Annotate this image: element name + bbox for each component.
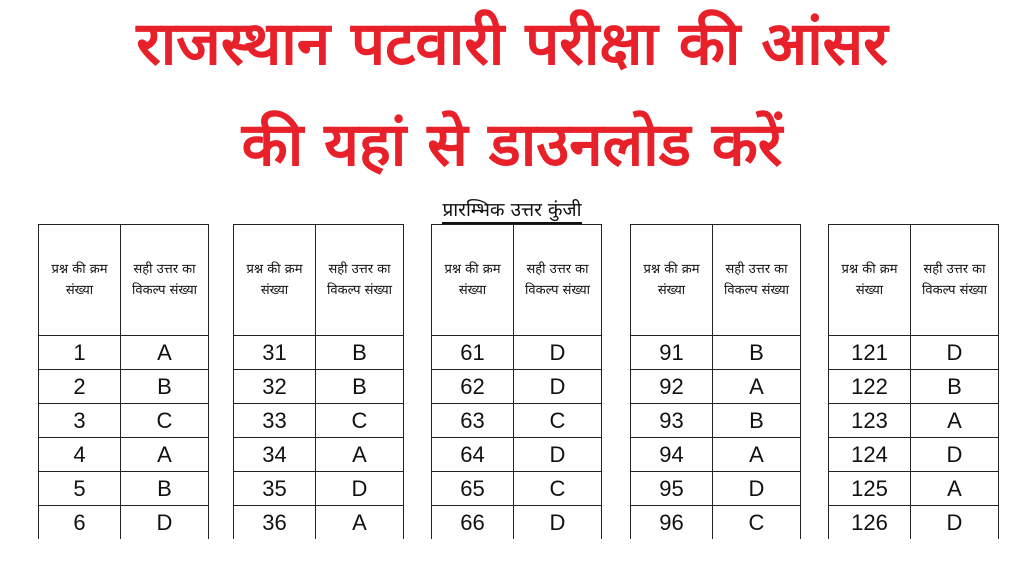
answer-table-1 [38,224,209,539]
table-row [829,370,999,404]
table-header-row [631,225,801,336]
table-row [39,404,209,438]
question-number: 66 [432,506,514,540]
question-number: 122 [829,370,911,404]
table-header-row [39,225,209,336]
answer-option: B [911,370,999,404]
question-number: 33 [234,404,316,438]
table-row [39,438,209,472]
question-number: 64 [432,438,514,472]
question-number-header: प्रश्न की क्रम संख्या [829,225,911,336]
table-header-row [432,225,602,336]
table-row [631,336,801,370]
table-row [39,472,209,506]
question-number: 92 [631,370,713,404]
correct-answer-header: सही उत्तर का विकल्प संख्या [316,225,404,336]
answer-option: D [911,438,999,472]
table-row [234,438,404,472]
answer-option: D [911,506,999,540]
answer-option: D [514,336,602,370]
correct-answer-header: सही उत्तर का विकल्प संख्या [121,225,209,336]
answer-option: D [514,438,602,472]
question-number: 32 [234,370,316,404]
table-header-row [234,225,404,336]
table-row [39,370,209,404]
answer-option: D [514,370,602,404]
question-number-header: प्रश्न की क्रम संख्या [432,225,514,336]
table-row [234,472,404,506]
answer-option: B [713,336,801,370]
answer-option: B [121,472,209,506]
table-row [432,404,602,438]
question-number: 3 [39,404,121,438]
answer-option: C [514,472,602,506]
question-number: 4 [39,438,121,472]
table-row [829,506,999,540]
table-row [829,404,999,438]
question-number: 34 [234,438,316,472]
subtitle-text: प्रारम्भिक उत्तर कुंजी [442,199,581,224]
table-row [432,336,602,370]
answer-option: D [316,472,404,506]
table-row [631,370,801,404]
answer-key-tables [38,224,998,544]
answer-option: D [713,472,801,506]
table-row [631,472,801,506]
answer-option: D [911,336,999,370]
answer-table-5 [828,224,999,539]
question-number: 93 [631,404,713,438]
correct-answer-header: सही उत्तर का विकल्प संख्या [911,225,999,336]
question-number: 123 [829,404,911,438]
table-row [234,506,404,540]
question-number: 61 [432,336,514,370]
question-number-header: प्रश्न की क्रम संख्या [234,225,316,336]
answer-option: C [514,404,602,438]
answer-option: C [316,404,404,438]
table-row [432,472,602,506]
answer-option: A [121,438,209,472]
question-number-header: प्रश्न की क्रम संख्या [631,225,713,336]
answer-option: D [514,506,602,540]
answer-option: C [121,404,209,438]
question-number: 2 [39,370,121,404]
question-number-header: प्रश्न की क्रम संख्या [39,225,121,336]
question-number: 31 [234,336,316,370]
table-row [829,438,999,472]
answer-option: A [316,438,404,472]
headline-line-1: राजस्थान पटवारी परीक्षा की आंसर [136,9,888,79]
question-number: 95 [631,472,713,506]
question-number: 6 [39,506,121,540]
answer-option: B [121,370,209,404]
table-row [234,370,404,404]
table-row [631,404,801,438]
question-number: 1 [39,336,121,370]
question-number: 36 [234,506,316,540]
question-number: 125 [829,472,911,506]
question-number: 35 [234,472,316,506]
table-row [631,438,801,472]
table-row [829,472,999,506]
question-number: 65 [432,472,514,506]
correct-answer-header: सही उत्तर का विकल्प संख्या [713,225,801,336]
answer-option: B [713,404,801,438]
answer-option: A [316,506,404,540]
answer-option: A [121,336,209,370]
question-number: 124 [829,438,911,472]
table-row [39,336,209,370]
answer-option: A [713,438,801,472]
answer-option: B [316,336,404,370]
answer-table-4 [630,224,801,539]
table-row [829,336,999,370]
answer-option: A [911,404,999,438]
answer-option: D [121,506,209,540]
table-row [39,506,209,540]
question-number: 94 [631,438,713,472]
answer-option: B [316,370,404,404]
question-number: 96 [631,506,713,540]
question-number: 91 [631,336,713,370]
question-number: 126 [829,506,911,540]
answer-table-2 [233,224,404,539]
answer-table-3 [431,224,602,539]
answer-key-subtitle [0,196,1024,222]
question-number: 63 [432,404,514,438]
answer-option: A [713,370,801,404]
table-header-row [829,225,999,336]
table-row [631,506,801,540]
question-number: 121 [829,336,911,370]
headline-line-2: की यहां से डाउनलोड करें [241,110,783,180]
question-number: 62 [432,370,514,404]
table-row [432,370,602,404]
correct-answer-header: सही उत्तर का विकल्प संख्या [514,225,602,336]
question-number: 5 [39,472,121,506]
table-row [234,404,404,438]
answer-option: C [713,506,801,540]
table-row [234,336,404,370]
table-row [432,438,602,472]
table-row [432,506,602,540]
answer-option: A [911,472,999,506]
